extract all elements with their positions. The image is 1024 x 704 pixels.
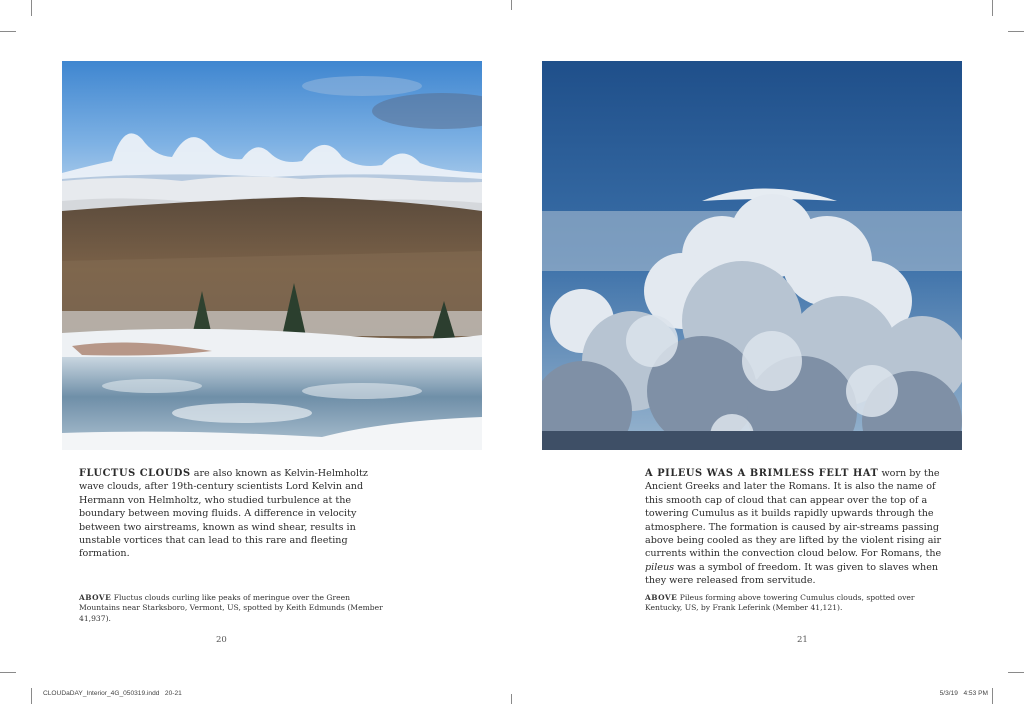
slug-file-name: CLOUDaDAY_Interior_4G_050319.indd 20-21 <box>43 690 182 697</box>
crop-mark <box>1008 31 1024 32</box>
crop-mark <box>511 0 512 10</box>
crop-mark <box>1008 672 1024 673</box>
right-page-number: 21 <box>797 635 808 645</box>
right-body-text-1: worn by the Ancient Greeks and later the Romans. It is also the name of this smooth cap of cloud that can appear over the top of a towering Cumulus as it builds rapidly upwards through the atmosphere. The formation is caused by air-streams passing above being cooled as they are lifted by the violent rising air currents within the convection cloud below. For Romans, the <box>645 468 942 560</box>
right-body-paragraph <box>645 467 947 588</box>
fluctus-clouds-photo <box>62 61 482 450</box>
left-caption-text: Fluctus clouds curling like peaks of meringue over the Green Mountains near Starksboro, Vermont, US, spotted by Keith Edmunds (Member 41,937). <box>79 593 383 623</box>
right-caption <box>645 593 950 614</box>
left-caption <box>79 593 384 624</box>
crop-mark <box>0 31 16 32</box>
left-page-number: 20 <box>216 635 227 645</box>
right-body-lead: A PILEUS WAS A BRIMLESS FELT HAT <box>645 468 879 479</box>
left-caption-lead: ABOVE <box>79 593 112 602</box>
right-body-text-2: was a symbol of freedom. It was given to slaves when they were released from servitude. <box>645 561 939 587</box>
left-body-paragraph <box>79 467 381 561</box>
crop-mark <box>31 0 32 16</box>
right-caption-lead: ABOVE <box>645 593 678 602</box>
crop-mark <box>992 688 993 704</box>
crop-mark <box>31 688 32 704</box>
crop-mark <box>0 672 16 673</box>
left-body-lead: FLUCTUS CLOUDS <box>79 468 191 479</box>
slug-timestamp: 5/3/19 4:53 PM <box>939 690 988 697</box>
right-body-italic: pileus <box>645 561 675 573</box>
crop-mark <box>992 0 993 16</box>
left-body-text: are also known as Kelvin-Helmholtz wave clouds, after 19th-century scientists Lord Kelvin and Hermann von Helmholtz, who studied turbulence at the boundary between moving fluids. A difference in velocity between two airstreams, known as wind shear, results in unstable vortices that can lead to this rare and fleeting formation. <box>79 468 368 560</box>
pileus-cloud-photo <box>542 61 962 450</box>
crop-mark <box>511 694 512 704</box>
right-caption-text: Pileus forming above towering Cumulus clouds, spotted over Kentucky, US, by Frank Leferink (Member 41,121). <box>645 593 915 613</box>
